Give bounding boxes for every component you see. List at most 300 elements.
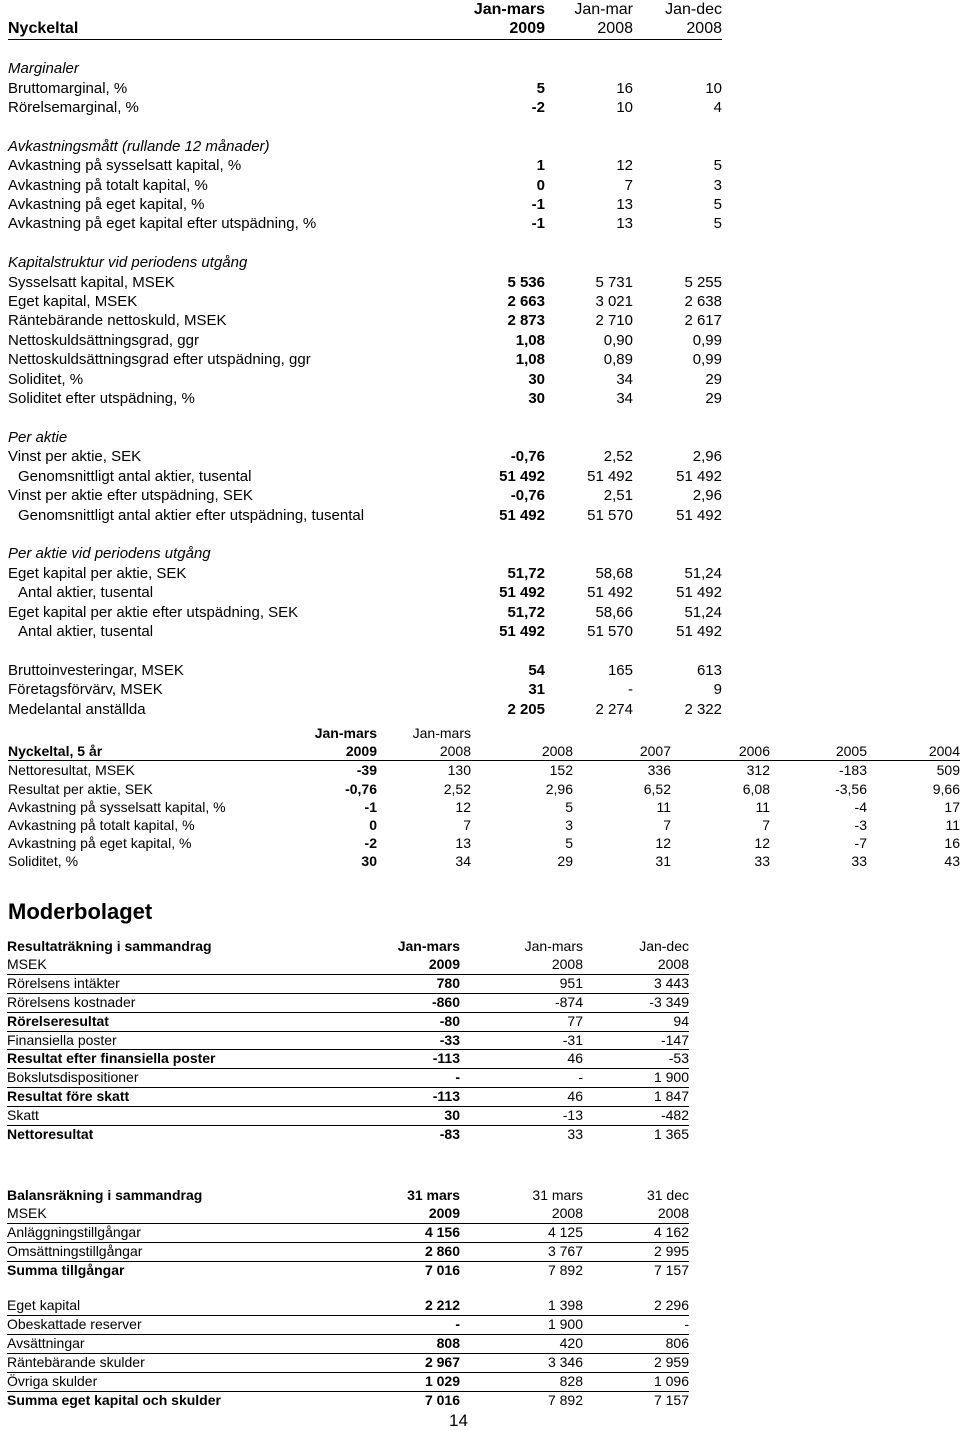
col-header-top — [8, 724, 272, 742]
cell-value: 30 — [346, 1107, 460, 1126]
spacer-row — [8, 234, 722, 253]
cell-value: 2 959 — [583, 1354, 689, 1373]
table-row — [8, 834, 960, 852]
cell-value: 46 — [460, 1050, 583, 1069]
table-row — [7, 1223, 689, 1242]
spacer-cell — [440, 117, 545, 136]
col-header: 2009 — [440, 19, 545, 39]
table-row — [8, 780, 960, 798]
table-row — [8, 195, 722, 214]
cell-value: 1,08 — [515, 351, 545, 369]
header-row-top — [7, 938, 689, 956]
cell-value: 6,52 — [643, 780, 671, 797]
table-row — [8, 680, 722, 699]
spacer-cell — [545, 525, 633, 544]
header-row-top — [7, 1187, 689, 1205]
cell-value: 10 — [705, 79, 722, 97]
col-header: 2008 — [377, 742, 471, 761]
col-header-top: Jan-mars — [473, 1, 545, 18]
table-row — [8, 389, 722, 408]
table-row — [7, 1050, 689, 1069]
row-label: Resultat efter finansiella poster — [7, 1050, 346, 1069]
cell-value: 3 021 — [595, 293, 633, 311]
col-header-top — [867, 724, 960, 742]
table-row — [7, 1391, 689, 1409]
row-label: Eget kapital — [7, 1297, 346, 1315]
section-heading: Kapitalstruktur vid periodens utgång — [8, 254, 248, 272]
row-label: Rörelsemarginal, % — [8, 99, 139, 117]
cell-value: 2 322 — [684, 700, 722, 718]
cell-value: 1 365 — [653, 1126, 689, 1143]
cell-value: 2 638 — [684, 293, 722, 311]
section-heading-row — [8, 137, 722, 156]
col-header: 2004 — [867, 742, 960, 761]
row-label: Anläggningstillgångar — [7, 1223, 346, 1242]
row-label: Räntebärande nettoskuld, MSEK — [8, 312, 227, 330]
cell-value: 4 162 — [583, 1223, 689, 1242]
cell-value: 2 296 — [583, 1297, 689, 1315]
cell-value: 58,68 — [595, 564, 633, 582]
col-header-top: Jan-mar — [574, 1, 633, 18]
table-row — [8, 98, 722, 117]
cell-value: 312 — [746, 762, 770, 779]
spacer-cell — [8, 117, 440, 136]
cell-value: 2 212 — [346, 1297, 460, 1315]
row-label: Rörelsens kostnader — [7, 993, 346, 1012]
cell-value: 10 — [616, 99, 633, 117]
table-row — [7, 1354, 689, 1373]
cell-value: 152 — [549, 762, 573, 779]
cell-value: -13 — [460, 1107, 583, 1126]
row-label: Skatt — [7, 1107, 346, 1126]
cell-value: 11 — [656, 798, 671, 815]
cell-value: - — [346, 1069, 460, 1088]
row-label: Avkastning på totalt kapital, % — [8, 817, 195, 834]
table-row — [7, 993, 689, 1012]
spacer-cell — [633, 117, 722, 136]
empty-cell — [545, 428, 633, 447]
table-row — [7, 1088, 689, 1107]
cell-value: 5 536 — [507, 273, 545, 291]
row-label: Omsättningstillgångar — [7, 1242, 346, 1261]
cell-value: 51 492 — [499, 467, 545, 485]
cell-value: 0,90 — [603, 331, 633, 349]
table-row — [8, 798, 960, 816]
row-label — [7, 1280, 346, 1298]
table-row — [7, 1242, 689, 1261]
cell-value: 30 — [528, 390, 545, 408]
cell-value: 2,96 — [545, 780, 573, 797]
spacer-cell — [8, 408, 440, 427]
row-label: Genomsnittligt antal aktier, tusental — [18, 467, 252, 485]
cell-value: 2 663 — [507, 293, 545, 311]
cell-value: 51 570 — [587, 506, 633, 524]
nyckeltal-5-ar-table — [8, 724, 960, 871]
cell-value: 3 — [565, 817, 573, 834]
empty-cell — [440, 59, 545, 78]
cell-value: 1 096 — [583, 1373, 689, 1392]
cell-value — [460, 1280, 583, 1298]
col-header: 2006 — [671, 742, 770, 761]
cell-value: 13 — [455, 835, 471, 852]
cell-value: 130 — [447, 762, 471, 779]
col-header-top: Jan-mars — [524, 938, 583, 954]
table-row — [8, 311, 722, 330]
spacer-cell — [8, 39, 440, 59]
spacer-row — [8, 525, 722, 544]
cell-value: 2 274 — [595, 700, 633, 718]
col-header: 2008 — [545, 19, 633, 39]
cell-value: -80 — [346, 1012, 460, 1031]
col-header-top: Jan-mars — [412, 725, 471, 741]
cell-value: -1 — [364, 798, 377, 815]
spacer-cell — [440, 408, 545, 427]
row-label: Rörelseresultat — [7, 1012, 346, 1031]
cell-value: 5 — [713, 157, 722, 175]
cell-value: 31 — [528, 681, 545, 699]
cell-value: 77 — [460, 1012, 583, 1031]
spacer-cell — [633, 234, 722, 253]
cell-value: 9,66 — [932, 780, 960, 797]
cell-value: 94 — [583, 1012, 689, 1031]
empty-cell — [633, 137, 722, 156]
section-heading: Per aktie vid periodens utgång — [8, 545, 211, 563]
col-header: 2008 — [471, 742, 573, 761]
spacer-cell — [633, 408, 722, 427]
cell-value: -113 — [346, 1088, 460, 1107]
row-label: Övriga skulder — [7, 1373, 346, 1392]
cell-value: 1 900 — [583, 1069, 689, 1088]
spacer-cell — [633, 525, 722, 544]
cell-value: 51 492 — [676, 622, 722, 640]
cell-value: 2,52 — [603, 448, 633, 466]
cell-value: 1 — [536, 157, 545, 175]
section-heading: Marginaler — [8, 60, 79, 78]
cell-value: -39 — [356, 762, 377, 779]
empty-cell — [440, 253, 545, 272]
row-label: Bruttoinvesteringar, MSEK — [8, 661, 184, 679]
cell-value: 51 492 — [499, 622, 545, 640]
row-label: Rörelsens intäkter — [7, 974, 346, 993]
table-row — [7, 1316, 689, 1335]
cell-value: 5 — [713, 196, 722, 214]
cell-value: 46 — [460, 1088, 583, 1107]
empty-cell — [440, 428, 545, 447]
cell-value: 9 — [713, 681, 722, 699]
cell-value: 2 967 — [346, 1354, 460, 1373]
row-label: Summa tillgångar — [7, 1261, 125, 1278]
cell-value: 51 492 — [676, 506, 722, 524]
cell-value: 7 016 — [424, 1261, 460, 1278]
cell-value: 2,96 — [692, 448, 722, 466]
row-label: Vinst per aktie, SEK — [8, 448, 142, 466]
cell-value: 1,08 — [515, 331, 545, 349]
cell-value: -1 — [531, 215, 545, 233]
table-row — [7, 1297, 689, 1315]
cell-value: 51 492 — [587, 467, 633, 485]
cell-value: 43 — [944, 853, 960, 870]
row-label: Avkastning på eget kapital, % — [8, 835, 192, 852]
spacer-cell — [545, 234, 633, 253]
table-row — [8, 506, 722, 525]
cell-value: 33 — [851, 853, 867, 870]
cell-value: 58,66 — [595, 603, 633, 621]
cell-value: 29 — [705, 370, 722, 388]
cell-value: -183 — [838, 762, 867, 779]
table-row — [8, 467, 722, 486]
cell-value: 7 157 — [653, 1391, 689, 1408]
resultatrakning-table — [7, 938, 689, 1144]
empty-cell — [633, 253, 722, 272]
cell-value: 51 492 — [499, 584, 545, 602]
table-row — [8, 292, 722, 311]
row-label: Antal aktier, tusental — [18, 584, 154, 602]
cell-value: 2 873 — [507, 312, 545, 330]
cell-value: 5 — [565, 835, 573, 852]
cell-value: 2 710 — [595, 312, 633, 330]
cell-value: 5 731 — [595, 273, 633, 291]
cell-value: 1 029 — [346, 1373, 460, 1392]
spacer-cell — [545, 117, 633, 136]
cell-value: 420 — [460, 1335, 583, 1354]
cell-value: 3 — [713, 176, 722, 194]
cell-value: 5 — [565, 798, 573, 815]
section-title: Moderbolaget — [8, 899, 153, 924]
spacer-cell — [440, 39, 545, 59]
row-label: Avkastning på sysselsatt kapital, % — [8, 798, 226, 815]
table-row — [8, 761, 960, 780]
cell-value: 951 — [460, 974, 583, 993]
table-row — [7, 1126, 689, 1144]
row-label: Företagsförvärv, MSEK — [8, 681, 163, 699]
cell-value: 31 — [655, 853, 671, 870]
cell-value: 34 — [455, 853, 471, 870]
row-label: Bruttomarginal, % — [8, 79, 128, 97]
section-heading-row — [8, 428, 722, 447]
cell-value: 2 617 — [684, 312, 722, 330]
col-header-top — [471, 724, 573, 742]
cell-value: -33 — [346, 1031, 460, 1050]
col-header-top: Jan-dec — [639, 938, 689, 954]
cell-value: -860 — [346, 993, 460, 1012]
row-label: Finansiella poster — [7, 1031, 346, 1050]
table-row — [8, 370, 722, 389]
row-label: Nettoresultat — [7, 1126, 94, 1143]
cell-value: 34 — [616, 370, 633, 388]
section-heading-row — [8, 544, 722, 563]
cell-value: -3 — [854, 817, 867, 834]
cell-value: 16 — [944, 835, 960, 852]
cell-value: 29 — [705, 390, 722, 408]
row-label: Avkastning på totalt kapital, % — [8, 176, 208, 194]
cell-value: 7 — [762, 817, 770, 834]
table-row — [7, 1335, 689, 1354]
spacer-cell — [8, 641, 440, 660]
spacer-row — [8, 408, 722, 427]
cell-value: 7 157 — [653, 1261, 689, 1278]
row-label: Bokslutsdispositioner — [7, 1069, 346, 1088]
spacer-row — [8, 39, 722, 59]
cell-value: 51 492 — [676, 467, 722, 485]
cell-value: 2 860 — [346, 1242, 460, 1261]
table-title: Nyckeltal, 5 år — [8, 742, 272, 761]
row-label: Eget kapital, MSEK — [8, 293, 138, 311]
cell-value: -31 — [460, 1031, 583, 1050]
page-number: 14 — [449, 1411, 468, 1430]
row-label: Antal aktier, tusental — [18, 622, 154, 640]
table-row — [8, 176, 722, 195]
cell-value: 3 443 — [583, 974, 689, 993]
cell-value: 51,72 — [507, 564, 545, 582]
cell-value: 16 — [616, 79, 633, 97]
cell-value: 0,99 — [692, 331, 722, 349]
table-row — [8, 661, 722, 680]
cell-value: 780 — [346, 974, 460, 993]
cell-value: 165 — [607, 661, 633, 679]
cell-value: 7 892 — [547, 1261, 583, 1278]
header-row — [8, 742, 960, 761]
cell-value: 3 767 — [460, 1242, 583, 1261]
col-header: 2008 — [460, 1205, 583, 1223]
cell-value: -147 — [583, 1031, 689, 1050]
empty-cell — [440, 137, 545, 156]
cell-value: 5 — [536, 79, 545, 97]
cell-value: 2,96 — [692, 487, 722, 505]
spacer-row — [8, 641, 722, 660]
empty-cell — [545, 253, 633, 272]
row-label: Sysselsatt kapital, MSEK — [8, 273, 175, 291]
spacer-cell — [440, 641, 545, 660]
cell-value: 7 — [624, 176, 633, 194]
row-label: Genomsnittligt antal aktier efter utspädning, tusental — [18, 506, 365, 524]
cell-value: -7 — [854, 835, 867, 852]
cell-value: 5 255 — [684, 273, 722, 291]
cell-value: -874 — [460, 993, 583, 1012]
table-row — [8, 214, 722, 233]
cell-value: 336 — [647, 762, 671, 779]
col-header: 2008 — [583, 956, 689, 974]
empty-cell — [440, 544, 545, 563]
table-row — [8, 816, 960, 834]
cell-value: - — [628, 681, 633, 699]
row-label: Obeskattade reserver — [7, 1316, 346, 1335]
empty-cell — [633, 59, 722, 78]
cell-value: 12 — [655, 835, 671, 852]
table-row — [8, 486, 722, 505]
spacer-cell — [633, 39, 722, 59]
row-label: Nettoresultat, MSEK — [8, 762, 135, 779]
table-row — [7, 1069, 689, 1088]
cell-value: 30 — [528, 370, 545, 388]
row-label: Avkastning på eget kapital, % — [8, 196, 205, 214]
table-row — [8, 583, 722, 602]
cell-value: 2,51 — [603, 487, 633, 505]
section-heading-row — [8, 59, 722, 78]
row-label: Avkastning på eget kapital efter utspädning, % — [8, 215, 317, 233]
table-row — [7, 1107, 689, 1126]
cell-value: 7 016 — [424, 1391, 460, 1408]
cell-value: 0 — [369, 817, 377, 834]
spacer-cell — [440, 525, 545, 544]
empty-cell — [633, 544, 722, 563]
col-header-top — [671, 724, 770, 742]
cell-value: 12 — [616, 157, 633, 175]
cell-value: 2,52 — [443, 780, 471, 797]
col-header-top: 31 mars — [407, 1187, 460, 1203]
col-header: 2009 — [346, 956, 460, 974]
cell-value: -2 — [364, 835, 377, 852]
row-label: Resultat per aktie, SEK — [8, 780, 153, 797]
spacer-cell — [545, 408, 633, 427]
cell-value: -83 — [439, 1126, 460, 1143]
table-row — [8, 564, 722, 583]
cell-value — [583, 1280, 689, 1298]
table-row — [7, 1031, 689, 1050]
cell-value: 11 — [945, 817, 960, 834]
row-label: Avsättningar — [7, 1335, 346, 1354]
cell-value: 1 900 — [460, 1316, 583, 1335]
cell-value: 51,72 — [507, 603, 545, 621]
header-row-top — [8, 724, 960, 742]
cell-value: 7 — [663, 817, 671, 834]
spacer-row — [8, 117, 722, 136]
cell-value: -0,76 — [510, 448, 545, 466]
row-label: Eget kapital per aktie efter utspädning, SEK — [8, 603, 299, 621]
cell-value: -53 — [583, 1050, 689, 1069]
col-header-top — [573, 724, 671, 742]
cell-value: 509 — [936, 762, 960, 779]
cell-value: 7 892 — [547, 1391, 583, 1408]
table-row — [8, 273, 722, 292]
row-label: Räntebärande skulder — [7, 1354, 346, 1373]
section-heading: Avkastningsmått (rullande 12 månader) — [8, 137, 270, 155]
col-header: 2008 — [460, 956, 583, 974]
cell-value: -0,76 — [345, 780, 377, 797]
section-heading: Per aktie — [8, 428, 68, 446]
cell-value: 51 570 — [587, 622, 633, 640]
col-header-top: Jan-dec — [665, 1, 722, 18]
unit-label: MSEK — [7, 1205, 346, 1223]
cell-value: 3 346 — [460, 1354, 583, 1373]
table-row — [7, 1261, 689, 1279]
cell-value: 12 — [754, 835, 770, 852]
cell-value: -0,76 — [510, 487, 545, 505]
col-header-top: Jan-mars — [397, 938, 460, 954]
spacer-cell — [633, 641, 722, 660]
spacer-cell — [440, 234, 545, 253]
cell-value: 13 — [616, 215, 633, 233]
cell-value: 1 398 — [460, 1297, 583, 1315]
row-label: Vinst per aktie efter utspädning, SEK — [8, 487, 253, 505]
spacer-cell — [545, 39, 633, 59]
cell-value: 808 — [346, 1335, 460, 1354]
cell-value: 4 156 — [346, 1223, 460, 1242]
spacer-cell — [545, 641, 633, 660]
col-header: 2008 — [633, 19, 722, 39]
cell-value: 51 492 — [676, 584, 722, 602]
cell-value: - — [460, 1069, 583, 1088]
empty-cell — [633, 428, 722, 447]
cell-value: 0 — [536, 176, 545, 194]
cell-value: 51,24 — [684, 564, 722, 582]
cell-value: -3 349 — [583, 993, 689, 1012]
cell-value: 4 125 — [460, 1223, 583, 1242]
row-label: Soliditet, % — [8, 370, 84, 388]
col-header-top — [770, 724, 867, 742]
cell-value: -4 — [854, 798, 867, 815]
table-row — [8, 603, 722, 622]
cell-value: -1 — [531, 196, 545, 214]
